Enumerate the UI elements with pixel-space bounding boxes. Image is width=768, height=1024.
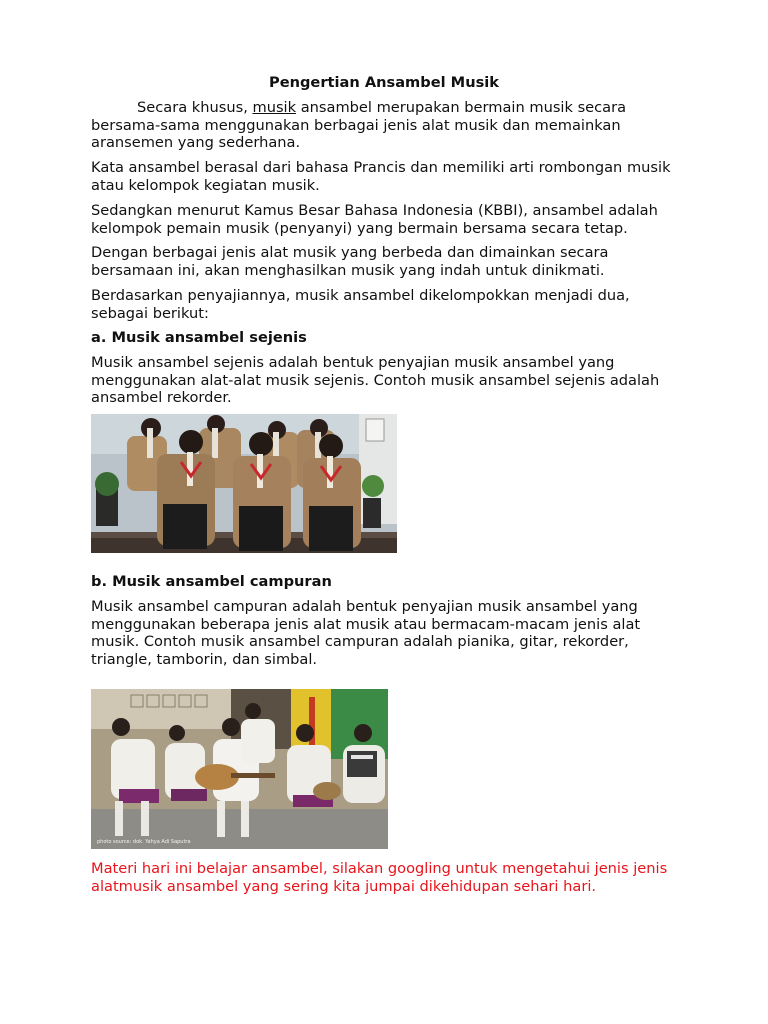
intro-after: ansambel merupakan bermain musik secara bersama-sama menggunakan berbagai jenis alat musik dan memainkan aransemen yang sederhana. bbox=[91, 99, 627, 151]
intro-before: Secara khusus, bbox=[137, 99, 253, 116]
paragraph-variety: Dengan berbagai jenis alat musik yang berbeda dan dimainkan secara bersamaan ini, akan menghasilkan musik yang indah untuk dinikmati. bbox=[91, 244, 609, 279]
musik-link[interactable]: musik bbox=[252, 99, 297, 116]
paragraph-ansambel-sejenis: Musik ansambel sejenis adalah bentuk penyajian musik ansambel yang menggunakan alat-alat musik sejenis. Contoh musik ansambel sejenis adalah ansambel rekorder. bbox=[91, 354, 660, 406]
teacher-note: Materi hari ini belajar ansambel, silakan googling untuk mengetahui jenis jenis alatmusik ansambel yang sering kita jumpai dikehidupan sehari hari. bbox=[91, 860, 668, 895]
heading-ansambel-campuran: b. Musik ansambel campuran bbox=[91, 573, 332, 590]
heading-ansambel-sejenis: a. Musik ansambel sejenis bbox=[91, 329, 307, 346]
paragraph-ansambel-campuran: Musik ansambel campuran adalah bentuk penyajian musik ansambel yang menggunakan beberapa jenis alat musik atau bermacam-macam jenis alat musik. Contoh musik ansambel campuran adalah pianika, gitar, rekorder, triangle, tamborin, dan simbal. bbox=[91, 598, 641, 668]
paragraph-kbbi: Sedangkan menurut Kamus Besar Bahasa Indonesia (KBBI), ansambel adalah kelompok pemain musik (penyanyi) yang bermain bersama secara tetap. bbox=[91, 202, 658, 237]
mixed-ensemble-photo bbox=[91, 689, 388, 849]
recorder-ensemble-photo bbox=[91, 414, 397, 553]
photo-credit: photo source: dok. Yahya Adi Saputra bbox=[97, 839, 191, 845]
page-title: Pengertian Ansambel Musik bbox=[269, 74, 499, 91]
paragraph-origin: Kata ansambel berasal dari bahasa Prancis dan memiliki arti rombongan musik atau kelompok kegiatan musik. bbox=[91, 159, 671, 194]
intro-paragraph bbox=[91, 99, 691, 152]
paragraph-classification: Berdasarkan penyajiannya, musik ansambel dikelompokkan menjadi dua, sebagai berikut: bbox=[91, 287, 630, 322]
